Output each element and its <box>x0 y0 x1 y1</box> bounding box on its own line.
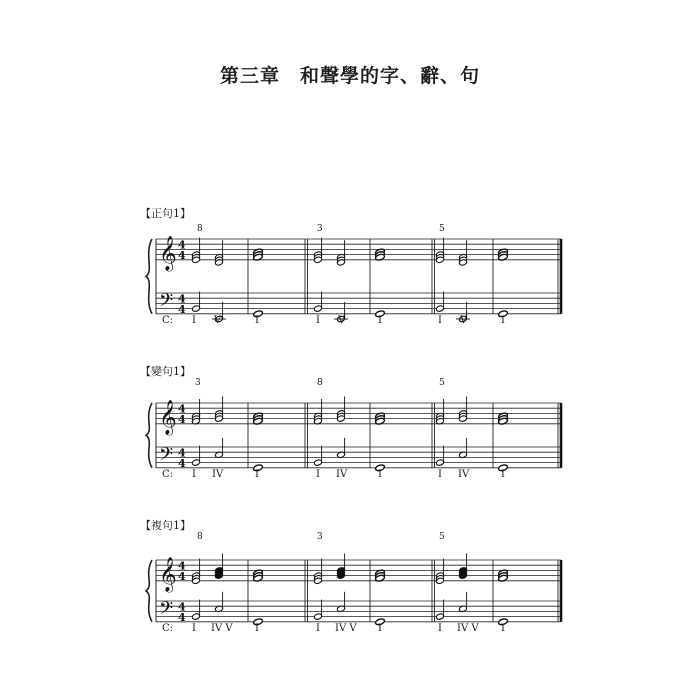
chord-label: V <box>338 315 346 326</box>
measure-number: 5 <box>439 532 445 542</box>
page-title: 第三章 和聲學的字、辭、句 <box>219 65 480 87</box>
music-example-3 <box>140 517 570 667</box>
time-signature: 4 <box>178 412 186 426</box>
chord-label: IV <box>458 469 470 480</box>
chord-label: I <box>316 469 320 480</box>
chord-label: I <box>255 469 259 480</box>
chord-label: IV <box>212 469 224 480</box>
grand-staff <box>140 517 570 667</box>
half-note <box>436 305 445 312</box>
chord-label: I <box>192 469 196 480</box>
time-signature: 4 <box>178 456 186 470</box>
chord-label: I <box>316 315 320 326</box>
treble-clef-icon: 𝄞 <box>159 235 177 271</box>
time-signature: 4 <box>178 600 186 614</box>
time-signature: 4 <box>178 569 186 583</box>
measure-number: 8 <box>317 378 323 388</box>
treble-clef-icon: 𝄞 <box>159 399 177 435</box>
key-label: C: <box>162 623 174 634</box>
time-signature: 4 <box>178 446 186 460</box>
chord-label: IV V <box>457 623 479 634</box>
bass-clef-icon: 𝄢 <box>159 598 174 624</box>
chord-label: I <box>255 315 259 326</box>
chord-label: V <box>460 315 468 326</box>
half-note <box>314 459 323 466</box>
grand-staff <box>140 205 570 355</box>
time-signature: 4 <box>178 610 186 624</box>
time-signature: 4 <box>178 238 186 252</box>
brace <box>146 560 152 622</box>
example-label: 【正句1】 <box>140 207 191 220</box>
bass-clef-icon: 𝄢 <box>159 290 174 316</box>
chord-label: I <box>255 623 259 634</box>
treble-clef-icon: 𝄞 <box>159 556 177 592</box>
measure-number: 5 <box>439 224 445 234</box>
measure-number: 3 <box>317 224 323 234</box>
chord-label: IV V <box>211 623 233 634</box>
grand-staff <box>140 363 570 513</box>
chord-label: I <box>378 623 382 634</box>
chord-label: IV V <box>335 623 357 634</box>
measure-number: 3 <box>317 532 323 542</box>
chord-label: I <box>316 623 320 634</box>
chord-label: I <box>501 623 505 634</box>
measure-number: 5 <box>439 378 445 388</box>
chord-label: I <box>192 315 196 326</box>
measure-number: 8 <box>197 224 203 234</box>
brace <box>146 403 152 468</box>
brace <box>146 239 152 314</box>
time-signature: 4 <box>178 302 186 316</box>
chord-label: V <box>214 315 222 326</box>
time-signature: 4 <box>178 559 186 573</box>
key-label: C: <box>162 469 174 480</box>
half-note <box>314 613 323 620</box>
time-signature: 4 <box>178 402 186 416</box>
half-note <box>192 613 201 620</box>
chord-label: I <box>438 315 442 326</box>
music-example-1 <box>140 205 570 355</box>
chord-label: I <box>501 315 505 326</box>
time-signature: 4 <box>178 248 186 262</box>
example-label: 【複句1】 <box>140 519 191 532</box>
chord-label: I <box>378 469 382 480</box>
time-signature: 4 <box>178 292 186 306</box>
chord-label: IV <box>336 469 348 480</box>
measure-number: 8 <box>197 532 203 542</box>
half-note <box>314 305 323 312</box>
half-note <box>436 459 445 466</box>
chord-label: I <box>438 623 442 634</box>
chord-label: I <box>192 623 196 634</box>
half-note <box>192 459 201 466</box>
bass-clef-icon: 𝄢 <box>159 444 174 470</box>
key-label: C: <box>162 315 174 326</box>
half-note <box>192 305 201 312</box>
half-note <box>436 613 445 620</box>
chord-label: I <box>501 469 505 480</box>
chord-label: I <box>378 315 382 326</box>
music-example-2 <box>140 363 570 513</box>
chord-label: I <box>438 469 442 480</box>
example-label: 【變句1】 <box>140 365 191 378</box>
measure-number: 3 <box>195 378 201 388</box>
